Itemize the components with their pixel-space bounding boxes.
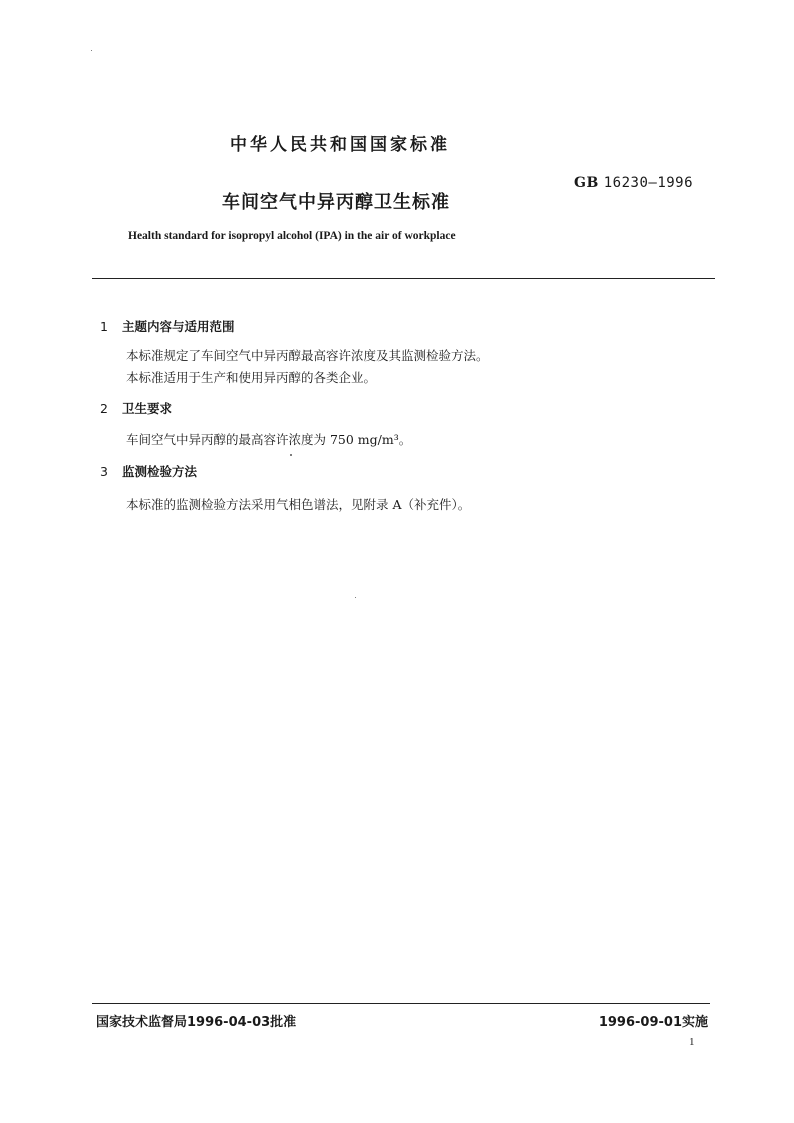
section-1-heading (100, 317, 235, 335)
section-3-heading (100, 462, 197, 480)
effective-date (599, 1011, 708, 1030)
section-1-paragraph-1: 本标准规定了车间空气中异丙醇最高容许浓度及其监测检验方法。 (126, 348, 489, 363)
footer-divider (92, 1003, 710, 1004)
scan-speck (290, 454, 292, 456)
national-standard-header: 中华人民共和国国家标准 (230, 135, 450, 155)
page-number: 1 (689, 1036, 695, 1048)
section-2-number: 2 (100, 401, 108, 416)
scan-speck (91, 50, 92, 51)
section-2-title: 卫生要求 (122, 401, 173, 416)
section-2-paragraph-1: 车间空气中异丙醇的最高容许浓度为 750 mg/m³。 (126, 432, 412, 447)
section-1-title: 主题内容与适用范围 (122, 319, 235, 334)
approval-date (96, 1011, 296, 1030)
section-1-paragraph-2: 本标准适用于生产和使用异丙醇的各类企业。 (126, 370, 377, 385)
effective-text: 1996-09-01实施 (598, 1015, 708, 1030)
section-3-paragraph-1: 本标准的监测检验方法采用气相色谱法，见附录 A（补充件）。 (126, 497, 471, 512)
section-2-heading (100, 399, 172, 417)
document-title-en: Health standard for isopropyl alcohol (IPA) in the air of workplace (128, 230, 456, 242)
document-title-cn: 车间空气中异丙醇卫生标准 (222, 192, 450, 213)
header-divider (92, 278, 715, 279)
approval-text: 国家技术监督局1996-04-03批准 (96, 1015, 297, 1030)
standard-code-prefix: GB (574, 175, 599, 191)
section-1-number: 1 (100, 319, 108, 334)
standard-code-number: 16230—1996 (603, 175, 694, 191)
scan-speck (355, 597, 356, 598)
section-3-title: 监测检验方法 (122, 464, 198, 479)
section-3-number: 3 (100, 464, 108, 479)
